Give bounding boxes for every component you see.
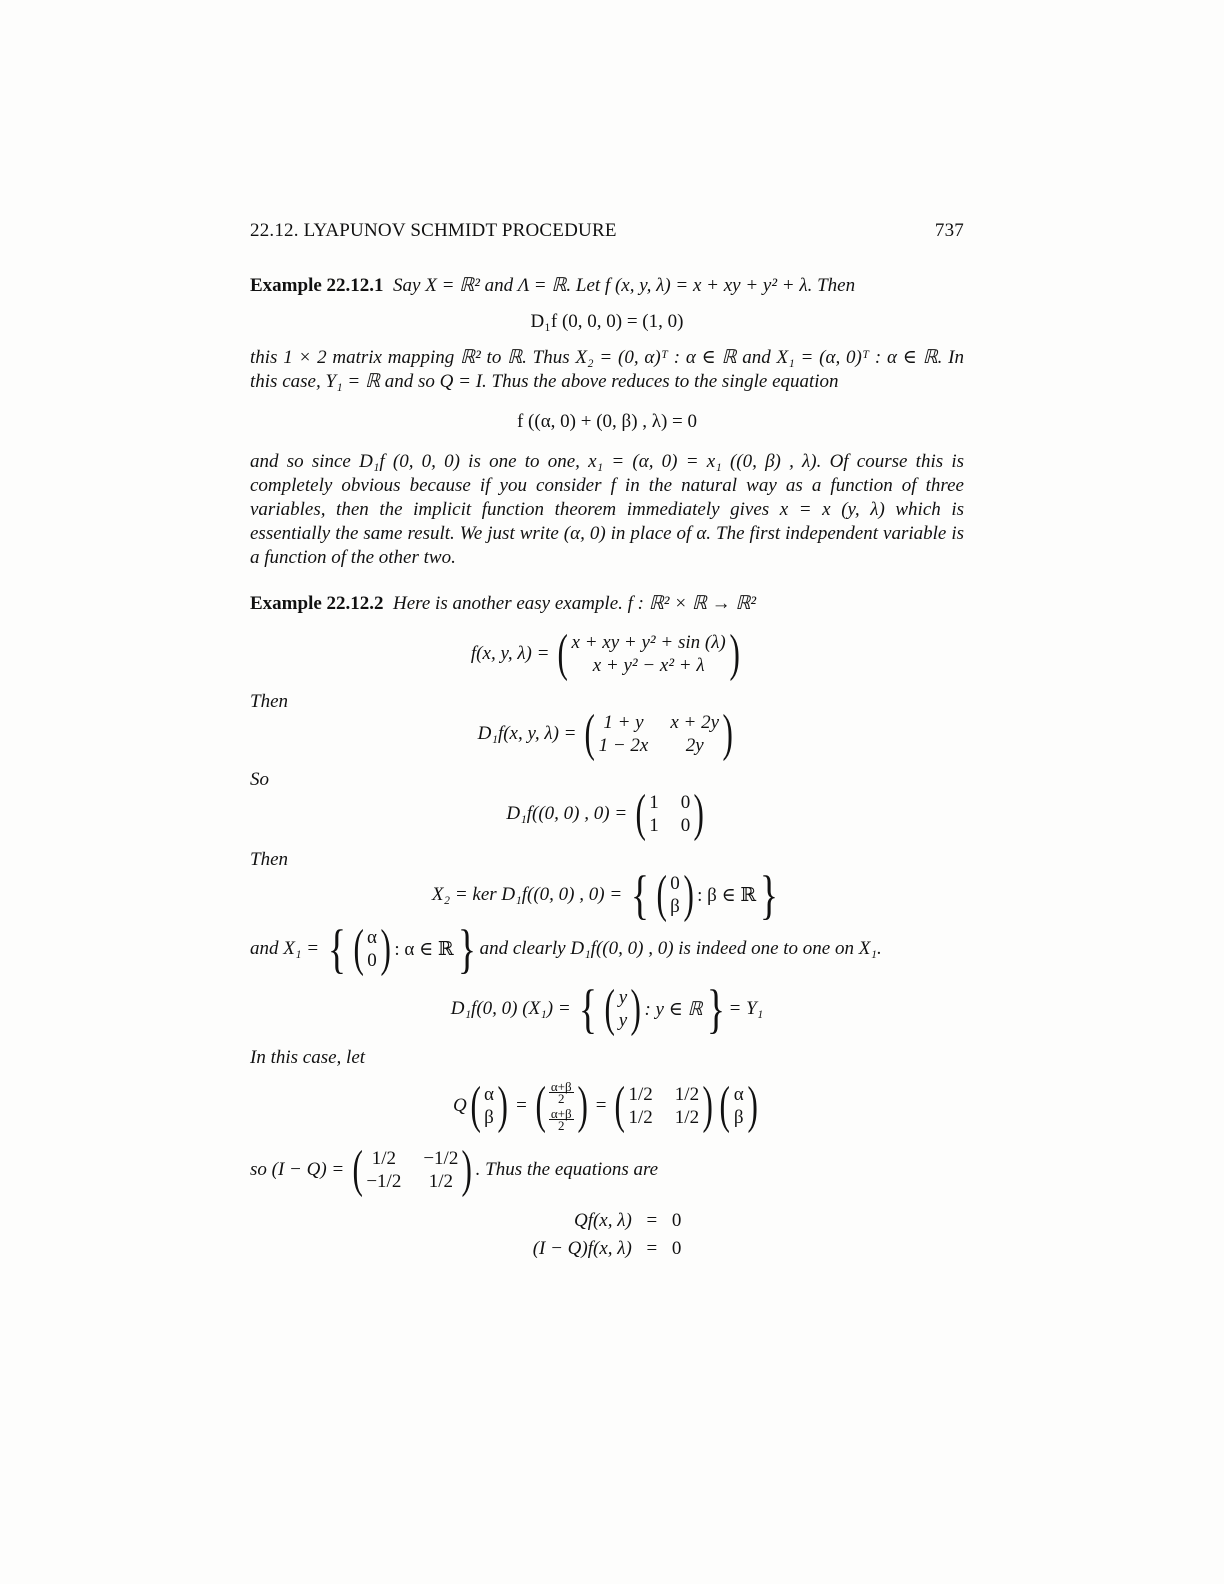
equation-kernel: X₂ = ker D₁f((0, 0) , 0) = { ( 0 β ) : β ∈ ℝ } [431,865,779,925]
then-2: Then [250,849,288,870]
iq-cell: −1/2 [423,1148,459,1169]
x1-entry: α [367,927,378,948]
jac0-cell: 0 [680,815,691,836]
q-matrix: ( 1/2 1/2 1/2 1/2 ) [614,1077,713,1134]
jac-cell: 2y [685,735,704,756]
q-cell: 1/2 [628,1084,653,1105]
example-1-text-3: and so since D₁f (0, 0, 0) is one to one, x₁ = (α, 0) = x₁ ((0, β) , λ). Of course this is completely obvious because if you consider f in the natural way as a function of three variables, then the implicit function theorem immediately gives x = x (y, λ) which is essentially the same result. We just write (α, 0) in place of α. The first independent variable is a function of the other two. [250,451,964,568]
equation-single: f ((α, 0) + (0, β) , λ) = 0 [516,411,698,432]
example-2-intro [250,592,964,616]
jacobian-origin-matrix: ( 1 0 1 0 ) [635,785,705,842]
q-rhs-vector: ( α β ) [719,1077,758,1134]
page [250,220,964,1260]
example-1-text-2: this 1 × 2 matrix mapping ℝ² to ℝ. Thus X₂ = (0, α)ᵀ : α ∈ ℝ and X₁ = (α, 0)ᵀ : α ∈ ℝ. In this case, Y₁ = ℝ and so Q = I. Thus the above reduces to the single equation [250,347,964,392]
system-eq-2: = [646,1238,658,1259]
equation-jacobian-origin [250,785,964,842]
iq-cell: 1/2 [428,1171,453,1192]
kernel-lhs: X₂ = ker D₁f((0, 0) , 0) = [431,884,623,905]
equation-d1f: D₁f (0, 0, 0) = (1, 0) [530,311,684,332]
kernel-condition: : β ∈ ℝ [697,884,757,906]
iq-cell: 1/2 [371,1148,396,1169]
q-arg-entry: β [484,1107,494,1128]
f-row-1: x + xy + y² + sin (λ) [571,632,726,653]
iq-matrix: ( 1/2 −1/2 −1/2 1/2 ) [352,1141,473,1198]
q-cell: 1/2 [628,1107,653,1128]
equation-i-minus-q [250,1141,964,1198]
jac-cell: 1 − 2x [598,735,649,756]
f-row-2: x + y² − x² + λ [592,655,705,676]
example-1-intro [250,274,964,298]
running-header [250,220,964,242]
let-text: In this case, let [250,1047,366,1068]
equation-f-def [250,625,964,682]
jac0-cell: 0 [680,792,691,813]
x1-pre: and X₁ = [250,938,320,959]
system-rhs-2: 0 [671,1238,682,1259]
section-title: 22.12. LYAPUNOV SCHMIDT PROCEDURE [250,220,617,241]
q-arg-entry: α [484,1084,494,1105]
equation-jacobian [250,705,964,762]
kernel-vector: ( 0 β ) [656,866,694,923]
system-lhs-1: Qf(x, λ) [573,1210,632,1231]
image-rhs: = Y₁ [728,998,764,1019]
so-label: So [250,769,269,790]
jac0-cell: 1 [649,815,659,836]
iq-post: . Thus the equations are [475,1159,659,1180]
system-eq-1: = [646,1210,658,1231]
iq-pre: so (I − Q) = [250,1159,345,1180]
q-fraction: $\frac{\alpha+\beta}{2}$ [550,1106,572,1133]
equation-system [250,1210,964,1260]
q-rhs-entry: α [733,1084,744,1105]
jacobian-lhs: D₁f(x, y, λ) = [477,723,577,744]
q-fraction: $\frac{\alpha+\beta}{2}$ [550,1079,572,1106]
example-2-intro-text: Here is another easy example. f : ℝ² × ℝ → ℝ² [393,593,757,614]
x1-entry: 0 [367,950,377,971]
image-entry: y [618,1010,628,1031]
image-entry: y [618,987,628,1008]
kernel-entry: 0 [670,873,680,894]
q-rhs-entry: β [733,1107,744,1128]
jacobian-matrix: ( 1 + y x + 2y 1 − 2x 2y ) [584,705,733,762]
equation-q: Q ( α β ) = ( $\frac{\alpha+\beta}{2}$ $\frac{\alpha+\beta}{2}$ ) = ( 1/2 1/2 1/2 1/2 ) ( α β ) [250,1080,964,1132]
jac-cell: x + 2y [670,712,720,733]
f-vector: ( x + xy + y² + sin (λ) x + y² − x² + λ ) [557,625,740,682]
q-lhs: Q [452,1095,467,1116]
example-1-intro-text: Say X = ℝ² and Λ = ℝ. Let f (x, y, λ) = x + xy + y² + λ. Then [393,275,856,296]
iq-cell: −1/2 [366,1171,402,1192]
equation-x1: and X₁ = { ( α 0 ) : α ∈ ℝ } and clearly D₁f((0, 0) , 0) is indeed one to one on X₁. [250,919,882,979]
image-condition: : y ∈ ℝ [644,998,703,1020]
page-number: 737 [934,220,964,241]
image-vector: ( y y ) [604,980,641,1037]
system-lhs-2: (I − Q)f(x, λ) [532,1238,632,1259]
then-1: Then [250,691,288,712]
image-lhs: D₁f(0, 0) (X₁) = [450,998,571,1019]
f-lhs: f(x, y, λ) = [470,643,550,664]
kernel-entry: β [670,896,680,917]
jac-cell: 1 + y [603,712,644,733]
example-1-label: Example 22.12.1 [250,275,384,296]
x1-condition: : α ∈ ℝ [394,938,454,960]
q-arg-vector: ( α β ) [470,1077,508,1134]
jacobian-origin-lhs: D₁f((0, 0) , 0) = [506,803,628,824]
q-fraction-vector: ( $\frac{\alpha+\beta}{2}$ $\frac{\alpha+\beta}{2}$ ) [535,1077,588,1134]
jac0-cell: 1 [649,792,659,813]
example-2-label: Example 22.12.2 [250,593,384,614]
q-cell: 1/2 [674,1084,700,1105]
q-cell: 1/2 [674,1107,700,1128]
equation-image: D₁f(0, 0) (X₁) = { ( y y ) : y ∈ ℝ } = Y₁ [450,979,764,1039]
x1-vector: ( α 0 ) [353,920,391,977]
x1-post: and clearly D₁f((0, 0) , 0) is indeed one to one on X₁. [479,938,882,959]
system-rhs-1: 0 [671,1210,682,1231]
